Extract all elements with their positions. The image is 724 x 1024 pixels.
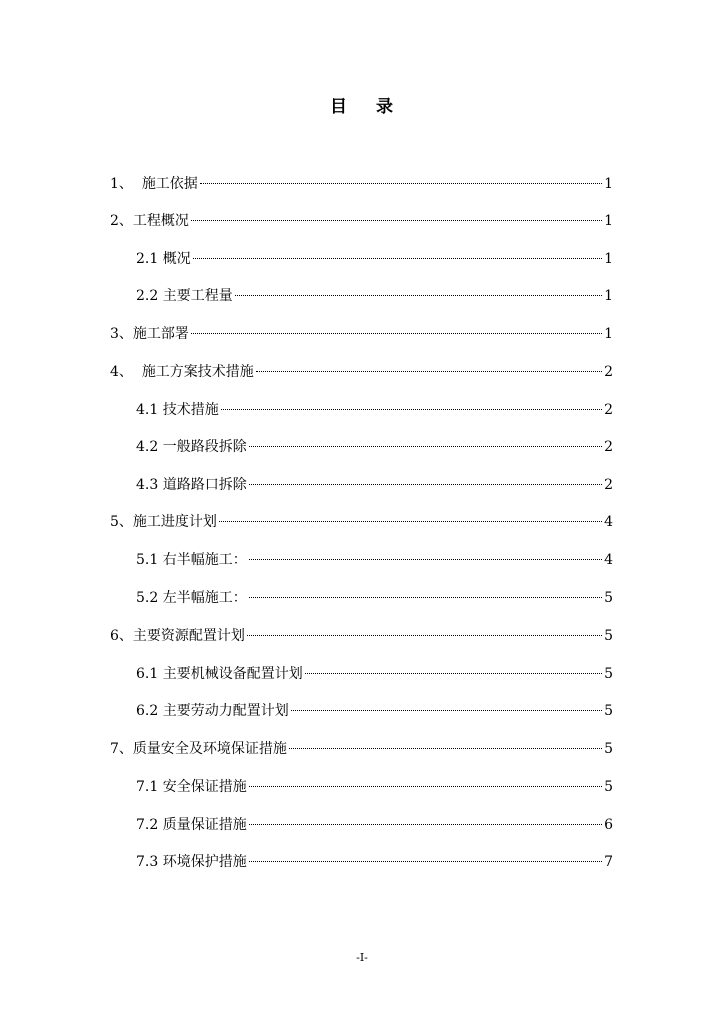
toc-number: 2.1 xyxy=(136,251,163,267)
title-char-2: 录 xyxy=(376,97,394,117)
toc-page-number: 5 xyxy=(604,590,613,606)
toc-title: 主要劳动力配置计划 xyxy=(162,703,289,719)
toc-entry-3[interactable] xyxy=(110,324,613,344)
toc-number: 4.3 xyxy=(136,477,163,493)
toc-title: 工程概况 xyxy=(132,213,189,229)
toc-title: 施工进度计划 xyxy=(132,514,217,530)
toc-leader xyxy=(256,371,602,372)
toc-entry-5-2[interactable] xyxy=(136,588,613,608)
title-char-1: 目 xyxy=(330,97,348,117)
toc-number: 2、 xyxy=(110,213,133,229)
page-title xyxy=(0,92,724,117)
toc-number: 4.2 xyxy=(136,439,163,455)
toc-entry-2[interactable] xyxy=(110,211,613,231)
toc-number: 7.3 xyxy=(136,854,163,870)
toc-leader xyxy=(235,295,602,296)
toc-number: 5.1 xyxy=(136,552,163,568)
toc-leader xyxy=(193,258,602,259)
page-footer-number: -I- xyxy=(356,951,368,964)
toc-entry-2-1[interactable] xyxy=(136,249,613,269)
toc-page-number: 7 xyxy=(604,854,613,870)
toc-page-number: 1 xyxy=(604,176,613,192)
toc-page-number: 2 xyxy=(604,439,613,455)
toc-page-number: 2 xyxy=(604,364,613,380)
toc-leader xyxy=(191,333,602,334)
toc-number: 7.1 xyxy=(136,779,163,795)
toc-entry-4-3[interactable] xyxy=(136,475,613,495)
toc-entry-6-1[interactable] xyxy=(136,664,613,684)
toc-title: 质量保证措施 xyxy=(162,817,247,833)
toc-leader xyxy=(249,824,602,825)
toc-title: 左半幅施工： xyxy=(162,590,247,606)
toc-entry-2-2[interactable] xyxy=(136,286,613,306)
toc-title: 道路路口拆除 xyxy=(162,477,247,493)
toc-entry-6-2[interactable] xyxy=(136,701,613,721)
toc-page-number: 5 xyxy=(604,628,613,644)
toc-number: 4.1 xyxy=(136,402,163,418)
toc-number: 6、 xyxy=(110,628,133,644)
toc-page-number: 4 xyxy=(604,552,613,568)
toc-entry-4-1[interactable] xyxy=(136,400,613,420)
toc-leader xyxy=(249,446,602,447)
toc-page-number: 1 xyxy=(604,288,613,304)
toc-leader xyxy=(291,710,602,711)
toc-title: 质量安全及环境保证措施 xyxy=(132,741,287,757)
toc-leader xyxy=(249,559,602,560)
toc-page-number: 1 xyxy=(604,326,613,342)
toc-title: 右半幅施工： xyxy=(162,552,247,568)
toc-number: 5.2 xyxy=(136,590,163,606)
toc-page-number: 5 xyxy=(604,703,613,719)
toc-entry-5-1[interactable] xyxy=(136,550,613,570)
toc-entry-7-1[interactable] xyxy=(136,777,613,797)
toc-number: 7、 xyxy=(110,741,133,757)
toc-number: 3、 xyxy=(110,326,133,342)
toc-title: 主要机械设备配置计划 xyxy=(162,666,303,682)
toc-entry-1[interactable] xyxy=(110,174,613,194)
toc-entry-6[interactable] xyxy=(110,626,613,646)
toc-title: 施工方案技术措施 xyxy=(141,364,254,380)
toc-entry-4-2[interactable] xyxy=(136,437,613,457)
toc-number: 5、 xyxy=(110,514,133,530)
toc-number: 2.2 xyxy=(136,288,163,304)
toc-title: 施工部署 xyxy=(132,326,189,342)
toc-entry-7[interactable] xyxy=(110,739,613,759)
toc-title: 主要资源配置计划 xyxy=(132,628,245,644)
toc-page-number: 1 xyxy=(604,251,613,267)
toc-title: 环境保护措施 xyxy=(162,854,247,870)
toc-page-number: 5 xyxy=(604,666,613,682)
toc-page-number: 1 xyxy=(604,213,613,229)
toc-page-number: 2 xyxy=(604,402,613,418)
toc-entry-5[interactable] xyxy=(110,512,613,532)
toc-number: 7.2 xyxy=(136,817,163,833)
toc-leader xyxy=(191,220,602,221)
toc-number: 6.2 xyxy=(136,703,163,719)
toc-page-number: 4 xyxy=(604,514,613,530)
toc-leader xyxy=(219,521,602,522)
toc-entry-7-2[interactable] xyxy=(136,815,613,835)
toc-number: 1、 xyxy=(110,176,142,192)
toc-leader xyxy=(247,635,602,636)
toc-entry-7-3[interactable] xyxy=(136,852,613,872)
toc-leader xyxy=(200,183,602,184)
toc-leader xyxy=(249,861,602,862)
toc-number: 6.1 xyxy=(136,666,163,682)
toc-page-number: 2 xyxy=(604,477,613,493)
toc-leader xyxy=(249,786,602,787)
toc-title: 安全保证措施 xyxy=(162,779,247,795)
toc-page-number: 6 xyxy=(604,817,613,833)
toc-title: 主要工程量 xyxy=(162,288,233,304)
toc-leader xyxy=(305,673,602,674)
toc-title: 施工依据 xyxy=(141,176,198,192)
toc-title: 技术措施 xyxy=(162,402,219,418)
toc-leader xyxy=(289,748,602,749)
toc-leader xyxy=(249,597,602,598)
toc-page-number: 5 xyxy=(604,741,613,757)
toc-leader xyxy=(249,484,602,485)
toc-entry-4[interactable] xyxy=(110,362,613,382)
toc-leader xyxy=(221,409,602,410)
toc-title: 一般路段拆除 xyxy=(162,439,247,455)
toc-title: 概况 xyxy=(162,251,191,267)
toc-page-number: 5 xyxy=(604,779,613,795)
toc-number: 4、 xyxy=(110,364,142,380)
